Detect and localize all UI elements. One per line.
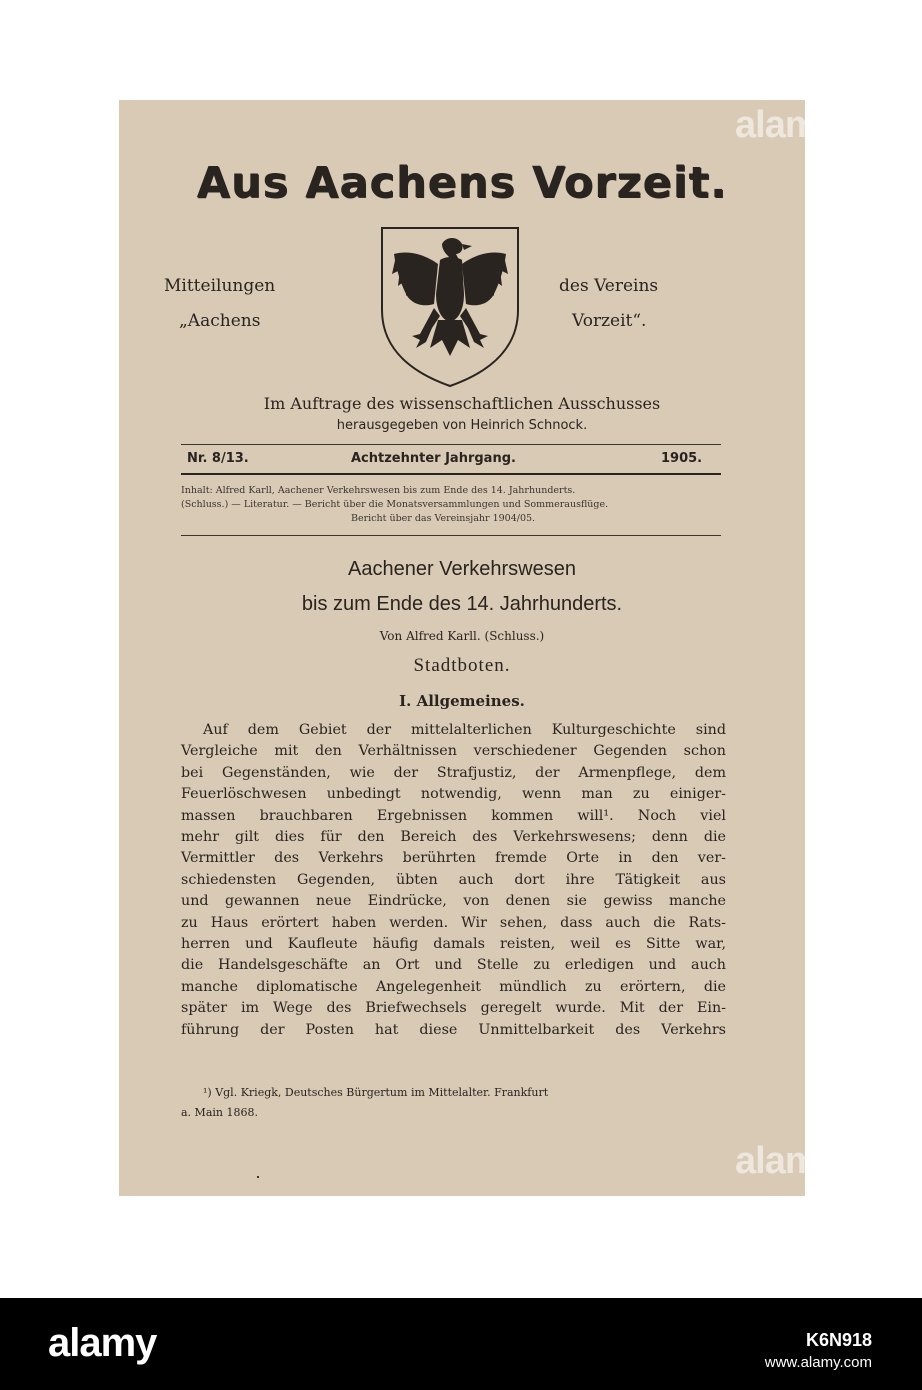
body-line: manche diplomatische Angelegenheit mündlich zu erörtern, die [181,978,726,995]
footnote-line: ¹) Vgl. Kriegk, Deutsches Bürgertum im Mittelalter. Frankfurt [203,1086,549,1099]
body-line: bei Gegenständen, wie der Strafjustiz, der Armenpflege, dem [181,764,726,781]
stock-url: www.alamy.com [764,1354,872,1371]
subsection-heading: I. Allgemeines. [399,692,525,710]
subtitle-left-2: „Aachens [179,311,261,331]
footnote [181,1083,726,1123]
body-line: zu Haus erörtert haben werden. Wir sehen, dass auch die Rats- [181,914,726,931]
body-line: Feuerlöschwesen unbedingt notwendig, wenn man zu einiger- [181,786,726,803]
body-line: führung der Posten hat diese Unmittelbarkeit des Verkehrs [181,1021,726,1038]
watermark: alamy [735,1140,838,1182]
article-title-line-2: bis zum Ende des 14. Jahrhunderts. [301,593,623,615]
body-line: mehr gilt dies für den Bereich des Verkehrswesens; denn die [181,829,726,846]
journal-title: Aus Aachens Vorzeit. [196,158,728,208]
article-byline: Von Alfred Karll. (Schluss.) [379,629,545,643]
contents-line: (Schluss.) — Literatur. — Bericht über die Monatsversammlungen und Sommerausflüge. [181,499,609,510]
issue-year: 1905. [661,451,703,466]
contents-line: Inhalt: Alfred Karll, Aachener Verkehrswesen bis zum Ende des 14. Jahrhunderts. [181,485,576,496]
issue-number: Nr. 8/13. [187,451,249,466]
subtitle-right-2: Vorzeit“. [572,311,647,331]
watermark: alamy [735,104,838,146]
body-line: Vermittler des Verkehrs berührten fremde Orte in den ver- [181,850,726,867]
contents-summary [181,484,731,526]
page-speck [257,1176,259,1178]
contents-line: Bericht über das Vereinsjahr 1904/05. [351,513,536,524]
body-line: Vergleiche mit den Verhältnissen verschiedener Gegenden schon [181,743,726,760]
footnote-line: a. Main 1868. [181,1106,258,1119]
divider-top [181,444,721,445]
subtitle-right-1: des Vereins [559,276,659,296]
body-line: die Handelsgeschäfte an Ort und Stelle zu erledigen und auch [181,957,726,974]
stock-image-id: K6N918 [805,1330,872,1350]
issue-volume: Achtzehnter Jahrgang. [351,451,516,466]
eagle-coat-of-arms-icon [376,224,524,390]
section-heading: Stadtboten. [413,655,511,676]
divider-issue [181,473,721,475]
stock-logo: alamy [48,1321,157,1365]
body-line: Auf dem Gebiet der mittelalterlichen Kulturgeschichte sind [203,722,726,738]
body-line: später im Wege des Briefwechsels geregelt wurde. Mit der Ein- [181,1000,726,1017]
article-body [181,720,726,1041]
commission-line: Im Auftrage des wissenschaftlichen Ausschusses [263,394,661,413]
subtitle-left-1: Mitteilungen [164,276,276,296]
body-line: und gewannen neue Eindrücke, von denen sie gewiss manche [181,893,726,910]
divider-contents [181,535,721,536]
body-line: schiedensten Gegenden, übten auch dort ihre Tätigkeit aus [181,871,726,888]
body-line: massen brauchbaren Ergebnissen kommen will¹. Noch viel [181,807,726,824]
article-title-line-1: Aachener Verkehrswesen [348,558,576,580]
scanned-page [119,100,805,1196]
body-line: herren und Kaufleute häufig damals reisten, weil es Sitte war, [181,936,726,953]
editor-line: herausgegeben von Heinrich Schnock. [336,418,588,433]
